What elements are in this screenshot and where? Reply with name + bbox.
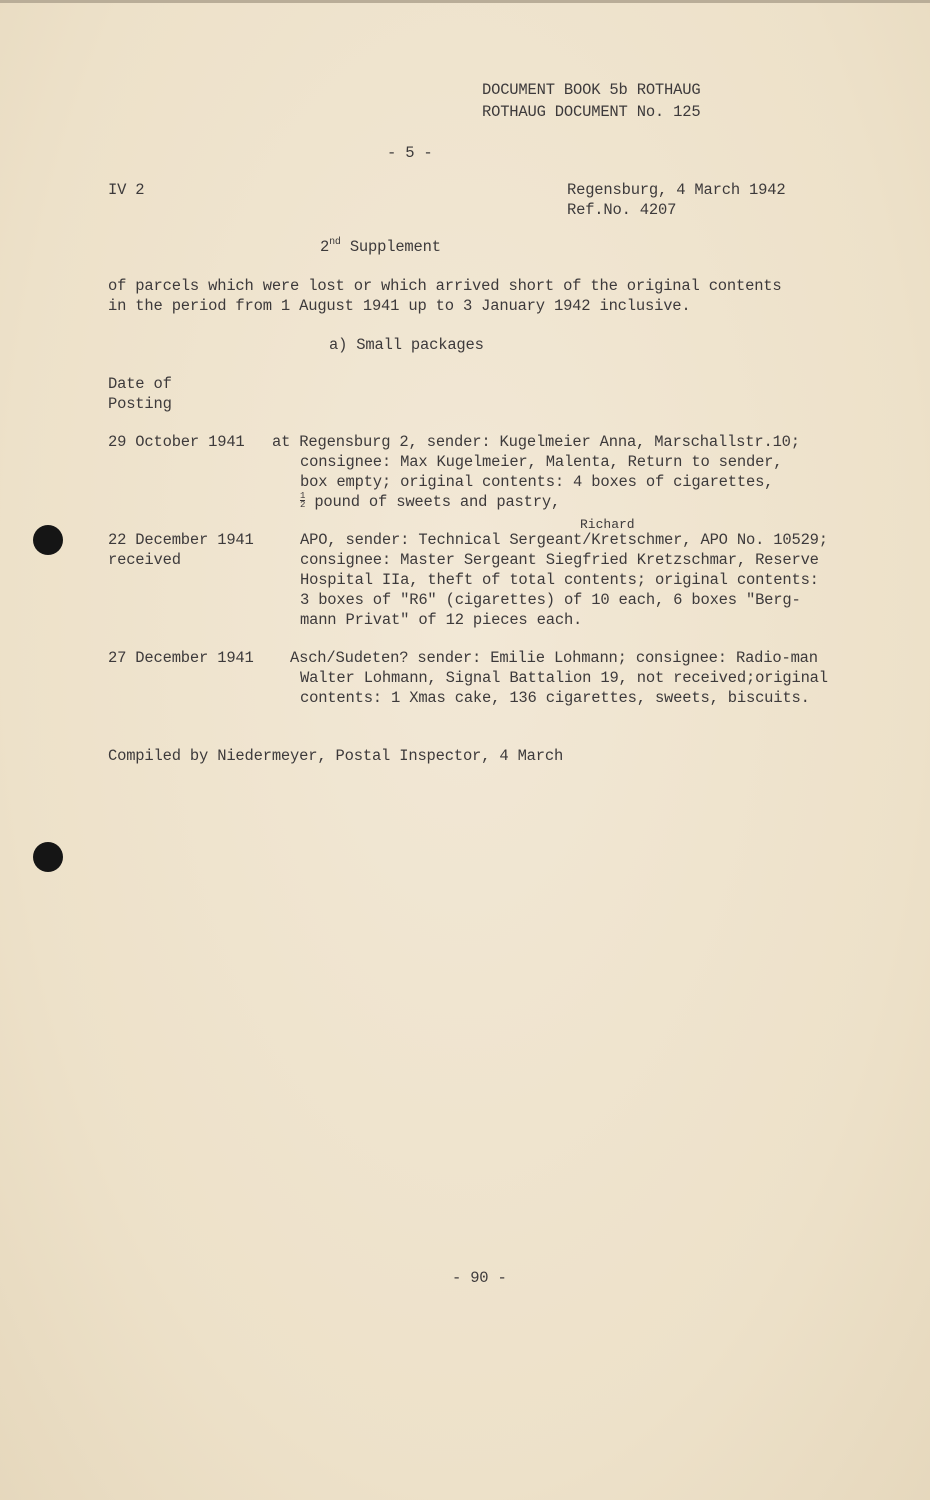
entry-date: 27 December 1941 [108,649,254,667]
punch-hole-lower [33,842,63,872]
compiled-by-line: Compiled by Niedermeyer, Postal Inspector, 4 March [108,747,564,765]
document-title [320,237,441,257]
title-ordinal-suffix: nd [329,237,341,248]
punch-hole-upper [33,525,63,555]
entry-date: 22 December 1941 [108,531,254,549]
entry-date: 29 October 1941 [108,433,245,451]
subheading: a) Small packages [329,336,484,354]
intro-line-2: in the period from 1 August 1941 up to 3 January 1942 inclusive. [108,297,691,315]
column-header-line-2: Posting [108,395,172,413]
entry-line-text: pound of sweets and pastry, [314,493,561,511]
entry-line: box empty; original contents: 4 boxes of cigarettes, [300,473,774,491]
entry-line: Walter Lohmann, Signal Battalion 19, not received;original [300,669,828,687]
title-ordinal-number: 2 [320,238,330,256]
entry-line: consignee: Master Sergeant Siegfried Kretzschmar, Reserve [300,551,819,569]
column-header-line-1: Date of [108,375,172,393]
page-marker: - 5 - [387,144,433,162]
entry-line: 3 boxes of "R6" (cigarettes) of 10 each, 6 boxes "Berg- [300,591,801,609]
reference-number: Ref.No. 4207 [567,201,677,219]
header-line-2: ROTHAUG DOCUMENT No. 125 [482,103,701,121]
fraction-half [300,492,305,509]
page-number: - 90 - [452,1269,507,1287]
intro-line-1: of parcels which were lost or which arrived short of the original contents [108,277,782,295]
fraction-numerator: 1 [300,491,306,501]
title-word: Supplement [340,238,441,256]
entry-line: mann Privat" of 12 pieces each. [300,611,583,629]
entry-line: contents: 1 Xmas cake, 136 cigarettes, sweets, biscuits. [300,689,810,707]
place-date: Regensburg, 4 March 1942 [567,181,786,199]
entry-line: at Regensburg 2, sender: Kugelmeier Anna, Marschallstr.10; [272,433,800,451]
inserted-word: Richard [580,517,635,532]
entry-line: Hospital IIa, theft of total contents; original contents: [300,571,819,589]
entry-line: APO, sender: Technical Sergeant/Kretschmer, APO No. 10529; [300,531,828,549]
fraction-denominator: 2 [300,500,306,510]
entry-line-with-fraction [300,492,560,512]
section-label: IV 2 [108,181,145,199]
entry-date-suffix: received [108,551,181,569]
header-line-1: DOCUMENT BOOK 5b ROTHAUG [482,81,701,99]
entry-line: Asch/Sudeten? sender: Emilie Lohmann; consignee: Radio-man [290,649,818,667]
top-edge-line [0,0,930,3]
entry-line: consignee: Max Kugelmeier, Malenta, Return to sender, [300,453,783,471]
